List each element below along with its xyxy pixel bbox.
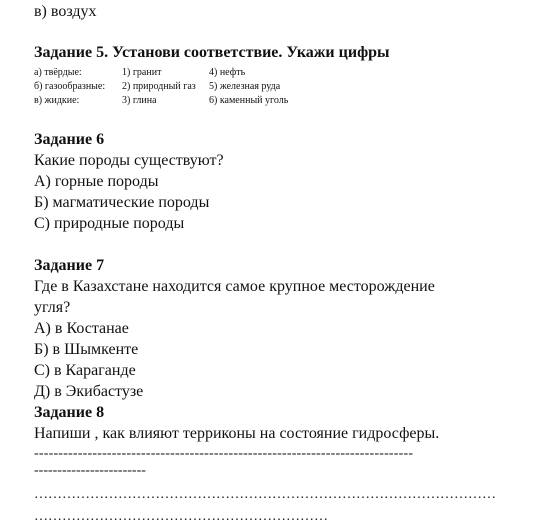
task5-substance: 5) железная руда — [209, 81, 281, 92]
task5-substance: 2) природный газ — [122, 81, 196, 92]
top-option: в) воздух — [34, 3, 97, 20]
task7-option-b: Б) в Шымкенте — [34, 341, 139, 358]
task7-option-d: Д) в Экибастузе — [34, 383, 144, 400]
task8-question: Напиши , как влияют терриконы на состояние гидросферы. — [34, 425, 440, 442]
answer-line[interactable]: ------------------------------------------------------------------------------ — [34, 446, 414, 461]
task7-question-cont: угля? — [34, 299, 71, 316]
answer-line[interactable]: ……………………………………………………………………………………… — [34, 487, 496, 502]
answer-line[interactable]: ……………………………………………………… — [34, 509, 328, 524]
task5-substance: 1) гранит — [122, 67, 162, 78]
task5-substance: 6) каменный уголь — [209, 95, 289, 106]
task7-title: Задание 7 — [34, 257, 105, 274]
task6-question: Какие породы существуют? — [34, 152, 224, 169]
task6-option-c: С) природные породы — [34, 215, 185, 232]
task5-substance: 4) нефть — [209, 67, 246, 78]
answer-line[interactable]: ------------------------ — [34, 463, 146, 478]
task6-option-b: Б) магматические породы — [34, 194, 210, 211]
task7-option-a: А) в Костанае — [34, 320, 129, 337]
task7-option-c: С) в Караганде — [34, 362, 136, 379]
task5-state: в) жидкие: — [34, 95, 80, 106]
task8-title: Задание 8 — [34, 404, 105, 421]
task5-state: а) твёрдые: — [34, 67, 82, 78]
task6-option-a: А) горные породы — [34, 173, 159, 190]
task7-question: Где в Казахстане находится самое крупное месторождение — [34, 278, 435, 295]
task5-state: б) газообразные: — [34, 81, 106, 92]
task6-title: Задание 6 — [34, 131, 105, 148]
task5-title: Задание 5. Установи соответствие. Укажи цифры — [34, 44, 390, 61]
task5-substance: 3) глина — [122, 95, 157, 106]
